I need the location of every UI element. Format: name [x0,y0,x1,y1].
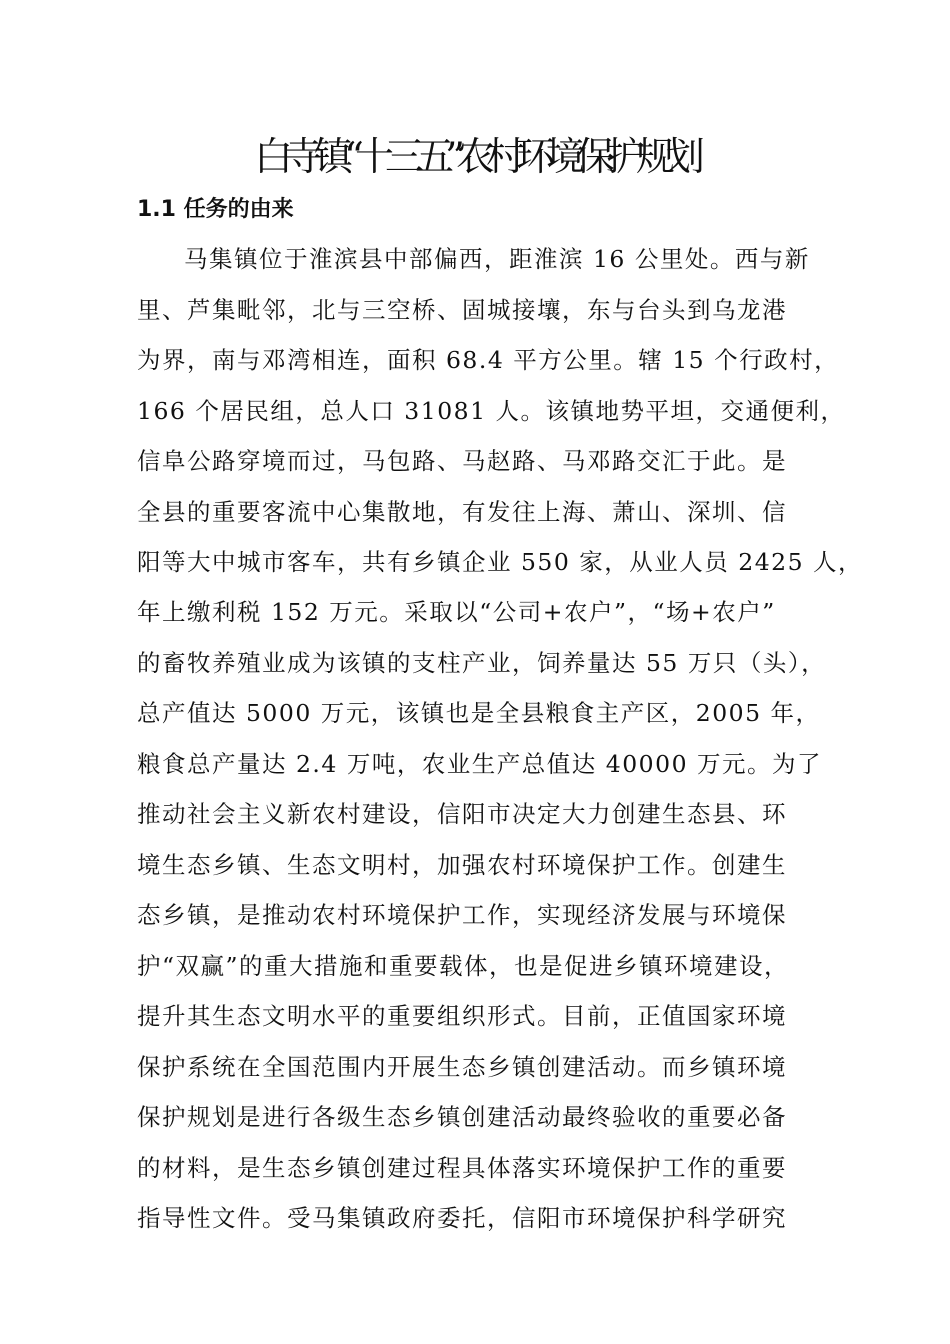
paragraph-line: 为界，南与邓湾相连，面积 68.4 平方公里。辖 15 个行政村， [137,346,840,374]
paragraph-line: 境生态乡镇、生态文明村，加强农村环境保护工作。创建生 [137,851,787,879]
paragraph-line: 的材料，是生态乡镇创建过程具体落实环境保护工作的重要 [137,1154,787,1182]
paragraph-line: 166 个居民组，总人口 31081 人。该镇地势平坦，交通便利， [137,397,846,425]
paragraph-line: 总产值达 5000 万元，该镇也是全县粮食主产区，2005 年， [137,699,821,727]
paragraph-line: 推动社会主义新农村建设，信阳市决定大力创建生态县、环 [137,800,787,828]
paragraph-line: 保护系统在全国范围内开展生态乡镇创建活动。而乡镇环境 [137,1053,787,1081]
paragraph-line: 全县的重要客流中心集散地，有发往上海、萧山、深圳、信 [137,498,787,526]
paragraph-line: 态乡镇，是推动农村环境保护工作，实现经济发展与环境保 [137,901,787,929]
paragraph-line: 年上缴利税 152 万元。采取以“公司+农户”，“场+农户” [137,598,776,626]
paragraph-line: 信阜公路穿境而过，马包路、马赵路、马邓路交汇于此。是 [137,447,787,475]
paragraph-line: 保护规划是进行各级生态乡镇创建活动最终验收的重要必备 [137,1103,787,1131]
paragraph-line: 指导性文件。受马集镇政府委托，信阳市环境保护科学研究 [137,1204,787,1232]
document-title: 白寺镇“十三五”农村环境保护规划 [254,135,696,180]
paragraph-line: 阳等大中城市客车，共有乡镇企业 550 家，从业人员 2425 人， [137,548,864,576]
section-heading: 1.1 任务的由来 [137,197,294,222]
paragraph-line: 马集镇位于淮滨县中部偏西，距淮滨 16 公里处。西与新 [184,245,810,273]
paragraph-line: 提升其生态文明水平的重要组织形式。目前，正值国家环境 [137,1002,787,1030]
paragraph-line: 里、芦集毗邻，北与三空桥、固城接壤，东与台头到乌龙港 [137,296,787,324]
paragraph-line: 的畜牧养殖业成为该镇的支柱产业，饲养量达 55 万只（头）， [137,649,827,677]
paragraph-line: 粮食总产量达 2.4 万吨，农业生产总值达 40000 万元。为了 [137,750,823,778]
paragraph-line: 护“双赢”的重大措施和重要载体，也是促进乡镇环境建设， [137,952,790,980]
